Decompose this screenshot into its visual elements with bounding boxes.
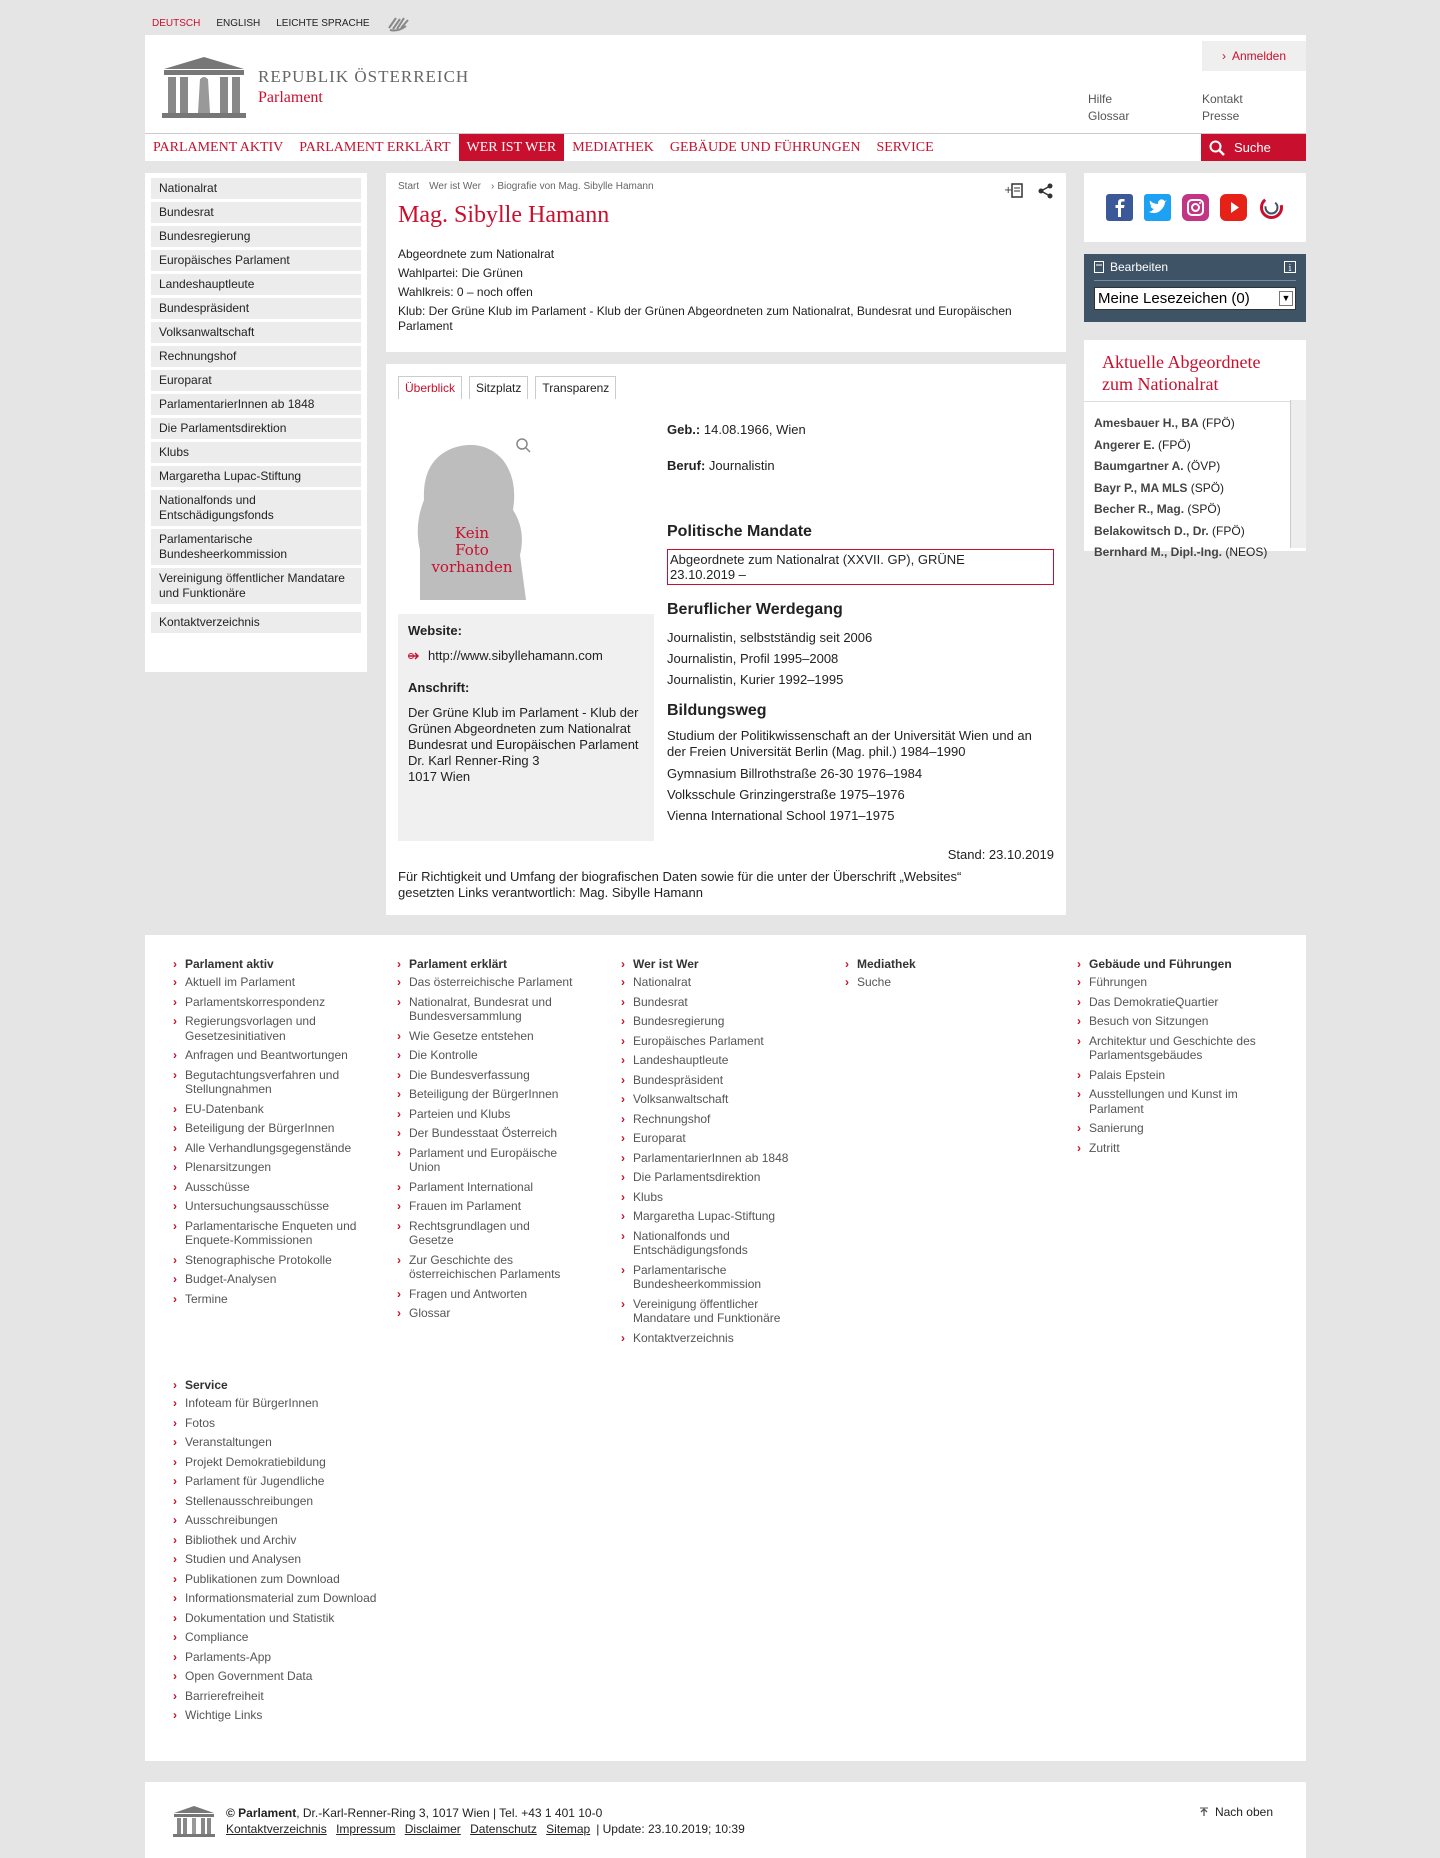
footer-col-wer-ist-wer [621, 957, 801, 1350]
info-icon[interactable] [1284, 261, 1296, 273]
footer-col-gebaeude [1077, 957, 1267, 1160]
disclaimer: Für Richtigkeit und Umfang der biografischen Daten sowie für die unter der Überschrift „Websites“ gesetzten Links verantwortlich: Mag. Sibylle Hamann [398, 869, 962, 900]
main-nav [145, 133, 1306, 161]
press-link[interactable]: Presse [1202, 109, 1240, 123]
breadcrumb-wer-ist-wer[interactable]: Wer ist Wer [429, 181, 481, 192]
member-name: Amesbauer H., BA [1094, 416, 1199, 430]
footer-link[interactable]: › Aktuell im Parlament [173, 975, 363, 990]
logo-line2: Parlament [258, 89, 323, 106]
footer-link[interactable]: › Volksanwaltschaft [621, 1092, 801, 1107]
glossary-link[interactable]: Glossar [1088, 109, 1130, 123]
education-item: Gymnasium Billrothstraße 26-30 1976–1984 [667, 766, 923, 781]
search-label: Suche [1234, 140, 1271, 155]
footer-link[interactable]: › Frauen im Parlament [397, 1199, 577, 1214]
last-updated: Stand: 23.10.2019 [947, 847, 1054, 862]
footer-link[interactable]: › Parlaments-App [173, 1650, 423, 1665]
nav-gebaeude[interactable]: GEBÄUDE UND FÜHRUNGEN [669, 139, 861, 155]
footer-link[interactable]: › Klubs [621, 1190, 801, 1205]
footer-col-mediathek [845, 957, 1025, 995]
zoom-icon [517, 439, 527, 449]
footer-link[interactable]: › Besuch von Sitzungen [1077, 1014, 1267, 1029]
education-item: Studium der Politikwissenschaft an der Universität Wien und an der Freien Universität Berlin (Mag. phil.) 1984–1990 [667, 728, 1032, 759]
footer-link[interactable]: › Europäisches Parlament [621, 1034, 801, 1049]
member-party: (FPÖ) [1212, 523, 1245, 538]
footer-link[interactable]: › Die Parlamentsdirektion [621, 1170, 801, 1185]
back-to-top-button[interactable] [1199, 1805, 1273, 1819]
instagram-icon[interactable] [1182, 194, 1209, 221]
footer-link[interactable]: › Informationsmaterial zum Download [173, 1591, 423, 1606]
chevron-right-icon: › [1221, 49, 1226, 63]
member-name: Bernhard M., Dipl.-Ing. [1094, 545, 1222, 559]
member-item[interactable] [1094, 499, 1306, 521]
member-item[interactable] [1094, 542, 1306, 564]
top-icons [1004, 183, 1054, 199]
address-block [408, 705, 644, 785]
footer-link[interactable]: › Beteiligung der BürgerInnen [397, 1087, 577, 1102]
breadcrumb-start[interactable]: Start [398, 181, 420, 192]
footer-heading[interactable]: › Gebäude und Führungen [1077, 957, 1267, 971]
footer-link[interactable]: › Publikationen zum Download [173, 1572, 423, 1587]
footer-link[interactable]: › Führungen [1077, 975, 1267, 990]
sidebar-item-bundesrat[interactable]: Bundesrat [151, 202, 361, 223]
person-silhouette-icon [408, 430, 548, 600]
footer-heading[interactable]: › Service [173, 1378, 423, 1392]
footer-link[interactable]: › Glossar [397, 1306, 577, 1321]
page-title: Mag. Sibylle Hamann [398, 202, 610, 228]
back-to-top-label: Nach oben [1214, 1805, 1273, 1819]
nav-parlament-erklaert[interactable]: PARLAMENT ERKLÄRT [299, 139, 451, 155]
footer-link[interactable]: › Parlamentarische Bundesheerkommission [621, 1263, 801, 1292]
member-party: (ÖVP) [1186, 459, 1221, 473]
footer-link[interactable]: › Beteiligung der BürgerInnen [173, 1121, 363, 1136]
footer-link[interactable]: › Das DemokratieQuartier [1077, 995, 1267, 1010]
link-datenschutz[interactable]: Datenschutz [470, 1822, 537, 1836]
footer-link[interactable]: › Untersuchungsausschüsse [173, 1199, 363, 1214]
footer-link[interactable]: › Parlament für Jugendliche [173, 1474, 423, 1489]
sidebar-item-landeshauptleute[interactable]: Landeshauptleute [151, 274, 361, 295]
footer-link[interactable]: › Wie Gesetze entstehen [397, 1029, 577, 1044]
bottom-links [226, 1821, 745, 1837]
footer-link[interactable]: › Zur Geschichte des österreichischen Parlaments [397, 1253, 577, 1282]
tab-ueberblick[interactable]: Überblick [398, 376, 462, 399]
address-line1: Der Grüne Klub im Parlament - Klub der Grünen Abgeordneten zum Nationalrat [408, 705, 639, 736]
footer-link[interactable]: › Stellenausschreibungen [173, 1494, 423, 1509]
copyright: © Parlament [226, 1806, 297, 1820]
sidebar-item-parlamentsdirektion[interactable]: Die Parlamentsdirektion [151, 418, 361, 439]
parliament-app-icon[interactable] [1258, 194, 1285, 221]
footer-link[interactable]: › Das österreichische Parlament [397, 975, 577, 990]
parliament-logo-small-icon [172, 1805, 216, 1837]
footer-link[interactable]: › ParlamentarierInnen ab 1848 [621, 1151, 801, 1166]
svg-text:+: + [1004, 185, 1013, 196]
logo-line1: REPUBLIK ÖSTERREICH [258, 67, 470, 86]
footer-link[interactable]: › Stenographische Protokolle [173, 1253, 363, 1268]
member-name: Becher R., Mag. [1094, 502, 1185, 516]
lang-deutsch[interactable]: DEUTSCH [152, 17, 201, 29]
address-line4: 1017 Wien [408, 769, 471, 784]
share-icon[interactable] [1038, 183, 1054, 199]
member-item[interactable] [1094, 456, 1306, 478]
sidebar-item-lupac-stiftung[interactable]: Margaretha Lupac-Stiftung [151, 466, 361, 487]
bookmark-icon [1094, 261, 1104, 273]
profession-label: Beruf: [667, 458, 706, 473]
current-members-list [1084, 402, 1306, 559]
footer-link[interactable]: › Veranstaltungen [173, 1435, 423, 1450]
external-link-icon [408, 651, 420, 661]
education-item: Vienna International School 1971–1975 [667, 808, 895, 823]
footer-link[interactable]: › Bundespräsident [621, 1073, 801, 1088]
bookmarks-select-value: Meine Lesezeichen (0) [1098, 290, 1250, 307]
site-header [145, 35, 1306, 161]
career-item: Journalistin, Kurier 1992–1995 [667, 672, 844, 687]
footer-link[interactable]: › Vereinigung öffentlicher Mandatare und Funktionäre [621, 1297, 801, 1326]
bookmarks-select[interactable] [1094, 287, 1296, 310]
nav-mediathek[interactable]: MEDIATHEK [572, 139, 654, 155]
footer-link[interactable]: › Dokumentation und Statistik [173, 1611, 423, 1626]
birth-value: 14.08.1966, Wien [703, 422, 806, 437]
sidebar-item-bundesheerkommission[interactable]: Parlamentarische Bundesheerkommission [151, 529, 361, 565]
footer-link[interactable]: › Europarat [621, 1131, 801, 1146]
bookmarks-header [1094, 260, 1296, 281]
sidebar-item-volksanwaltschaft[interactable]: Volksanwaltschaft [151, 322, 361, 343]
footer-heading[interactable]: › Wer ist Wer [621, 957, 801, 971]
person-summary [398, 245, 1054, 334]
logo[interactable] [160, 55, 469, 119]
members-scrollbar[interactable] [1290, 400, 1306, 548]
contact-link[interactable]: Kontakt [1202, 92, 1243, 106]
member-party: (SPÖ) [1190, 480, 1225, 495]
sign-language-icon[interactable] [386, 14, 412, 32]
member-item[interactable] [1094, 413, 1306, 435]
member-party: (FPÖ) [1202, 416, 1235, 430]
footer-link[interactable]: › Der Bundesstaat Österreich [397, 1126, 577, 1141]
link-disclaimer[interactable]: Disclaimer [404, 1822, 461, 1836]
footer-link[interactable]: › Nationalrat [621, 975, 801, 990]
footer-link[interactable]: › Rechnungshof [621, 1112, 801, 1127]
link-sitemap[interactable]: Sitemap [546, 1822, 591, 1836]
footer-link[interactable]: › Alle Verhandlungsgegenstände [173, 1141, 363, 1156]
sidebar-item-parlamentarierinnen[interactable]: ParlamentarierInnen ab 1848 [151, 394, 361, 415]
bottom-address: , Dr.-Karl-Renner-Ring 3, 1017 Wien | Tel. +43 1 401 10-0 [296, 1806, 603, 1820]
login-label: Anmelden [1231, 49, 1287, 63]
member-item[interactable] [1094, 435, 1306, 457]
footer-link[interactable]: › Ausschüsse [173, 1180, 363, 1195]
footer-heading[interactable]: › Mediathek [845, 957, 1025, 971]
facebook-icon[interactable] [1106, 194, 1133, 221]
current-members-title: Aktuelle Abgeordnete zum Nationalrat [1084, 340, 1306, 402]
update-info: | Update: 23.10.2019; 10:39 [596, 1822, 745, 1836]
login-button[interactable] [1202, 41, 1306, 71]
footer-link[interactable]: › Die Bundesverfassung [397, 1068, 577, 1083]
member-party: (SPÖ) [1187, 502, 1221, 516]
mandate-box [667, 549, 1054, 585]
contact-box [398, 614, 654, 841]
footer-link[interactable]: › Fragen und Antworten [397, 1287, 577, 1302]
member-name: Belakowitsch D., Dr. [1094, 523, 1209, 538]
website-url: http://www.sibyllehamann.com [428, 648, 603, 663]
profession-value: Journalistin [708, 458, 775, 473]
mandate-line1: Abgeordnete zum Nationalrat (XXVII. GP), GRÜNE [670, 552, 965, 567]
footer-link[interactable]: › Budget-Analysen [173, 1272, 363, 1287]
footer-col-service [173, 1378, 423, 1728]
mandate-heading: Politische Mandate [667, 523, 812, 540]
footer-heading[interactable]: › Parlament erklärt [397, 957, 577, 971]
sidebar-item-kontaktverzeichnis[interactable]: Kontaktverzeichnis [151, 612, 361, 633]
career-item: Journalistin, Profil 1995–2008 [667, 651, 839, 666]
address-line2: Bundesrat und Europäischen Parlament [408, 737, 639, 752]
bookmarks-panel [1084, 254, 1306, 322]
footer-link[interactable]: › Regierungsvorlagen und Gesetzesinitiativen [173, 1014, 363, 1043]
footer-link[interactable]: › Begutachtungsverfahren und Stellungnahmen [173, 1068, 363, 1097]
tab-bar [398, 376, 1054, 399]
profession-row [667, 455, 1054, 476]
footer-link[interactable]: › Barrierefreiheit [173, 1689, 423, 1704]
person-role: Abgeordnete zum Nationalrat [398, 247, 555, 261]
education-item: Volksschule Grinzingerstraße 1975–1976 [667, 787, 905, 802]
footer-link[interactable]: › Ausstellungen und Kunst im Parlament [1077, 1087, 1267, 1116]
sidebar-item-nationalfonds[interactable]: Nationalfonds und Entschädigungsfonds [151, 490, 361, 526]
footer-link[interactable]: › Compliance [173, 1630, 423, 1645]
career-item: Journalistin, selbstständig seit 2006 [667, 630, 873, 645]
lang-english[interactable]: ENGLISH [216, 17, 261, 29]
sidebar-item-nationalrat[interactable]: Nationalrat [151, 178, 361, 199]
member-party: (FPÖ) [1158, 437, 1191, 452]
person-party: Wahlpartei: Die Grünen [398, 266, 523, 280]
member-name: Baumgartner A. [1094, 459, 1184, 473]
footer-link[interactable]: › Margaretha Lupac-Stiftung [621, 1209, 801, 1224]
arrow-up-icon [1199, 1807, 1209, 1817]
meta-links-2 [1202, 92, 1243, 123]
footer-link[interactable]: › Studien und Analysen [173, 1552, 423, 1567]
parliament-logo-icon [160, 55, 248, 119]
footer-link[interactable]: › Nationalrat, Bundesrat und Bundesversammlung [397, 995, 577, 1024]
footer-link[interactable]: › Palais Epstein [1077, 1068, 1267, 1083]
nav-service[interactable]: SERVICE [876, 139, 934, 155]
biography [667, 419, 1054, 826]
footer-link[interactable]: › Parlamentskorrespondenz [173, 995, 363, 1010]
photo-text-3: vorhanden [431, 558, 513, 576]
footer-link[interactable]: › Parlament International [397, 1180, 577, 1195]
breadcrumb-current: › Biografie von Mag. Sibylle Hamann [491, 181, 654, 192]
link-kontaktverzeichnis[interactable]: Kontaktverzeichnis [226, 1822, 327, 1836]
member-party: (NEOS) [1225, 545, 1268, 559]
footer-link[interactable]: › Parlament und Europäische Union [397, 1146, 577, 1175]
youtube-icon[interactable] [1220, 194, 1247, 221]
bookmark-add-icon[interactable] [1004, 183, 1024, 199]
chevron-down-icon: ▼ [1279, 291, 1293, 306]
person-klub: Klub: Der Grüne Klub im Parlament - Klub der Grünen Abgeordneten zum Nationalrat, Bundesrat und Europäischen Parlament [398, 304, 1012, 333]
website-label: Website: [408, 623, 462, 638]
footer-link[interactable]: › Termine [173, 1292, 363, 1307]
bottom-text [226, 1805, 745, 1835]
website-link[interactable] [408, 648, 644, 663]
footer-link[interactable]: › Sanierung [1077, 1121, 1267, 1136]
current-members-panel [1084, 340, 1306, 559]
footer-link[interactable]: › Nationalfonds und Entschädigungsfonds [621, 1229, 801, 1258]
footer-col-parlament-aktiv [173, 957, 363, 1311]
footer-link[interactable]: › Parlamentarische Enqueten und Enquete-Kommissionen [173, 1219, 363, 1248]
footer-link[interactable]: › Architektur und Geschichte des Parlamentsgebäudes [1077, 1034, 1267, 1063]
footer-link[interactable]: › Bundesregierung [621, 1014, 801, 1029]
anschrift-label: Anschrift: [408, 680, 470, 695]
birth-row [667, 419, 1054, 440]
sidebar-item-bundespraesident[interactable]: Bundespräsident [151, 298, 361, 319]
search-button[interactable] [1201, 134, 1306, 161]
member-name: Bayr P., MA MLS [1094, 480, 1188, 495]
search-icon [1209, 140, 1225, 156]
help-link[interactable]: Hilfe [1088, 92, 1113, 106]
footer-link[interactable]: › Suche [845, 975, 1025, 990]
svg-text:i: i [1288, 264, 1292, 274]
bottom-bar [145, 1782, 1306, 1858]
language-bar [152, 14, 412, 32]
footer-link[interactable]: › Rechtsgrundlagen und Gesetze [397, 1219, 577, 1248]
footer-link[interactable]: › Wichtige Links [173, 1708, 423, 1723]
social-links [1084, 173, 1306, 242]
footer-heading[interactable]: › Parlament aktiv [173, 957, 363, 971]
footer-sitemap [145, 935, 1306, 1761]
footer-link[interactable]: › Bundesrat [621, 995, 801, 1010]
meta-links-1 [1088, 92, 1129, 123]
footer-link[interactable]: › Anfragen und Beantwortungen [173, 1048, 363, 1063]
footer-link[interactable]: › Zutritt [1077, 1141, 1267, 1156]
sidebar-item-rechnungshof[interactable]: Rechnungshof [151, 346, 361, 367]
tab-sitzplatz[interactable]: Sitzplatz [469, 376, 528, 399]
birth-label: Geb.: [667, 422, 701, 437]
sidebar-item-europaeisches-parlament[interactable]: Europäisches Parlament [151, 250, 361, 271]
link-impressum[interactable]: Impressum [336, 1822, 396, 1836]
sidebar-item-klubs[interactable]: Klubs [151, 442, 361, 463]
member-item[interactable] [1094, 478, 1306, 500]
member-name: Angerer E. [1094, 437, 1155, 452]
portrait-placeholder[interactable] [408, 430, 528, 580]
footer-link[interactable]: › Projekt Demokratiebildung [173, 1455, 423, 1470]
footer-link[interactable]: › Parteien und Klubs [397, 1107, 577, 1122]
footer-link[interactable]: › Infoteam für BürgerInnen [173, 1396, 423, 1411]
person-header-card [386, 173, 1066, 352]
bookmarks-label: Bearbeiten [1110, 260, 1169, 274]
sidebar [145, 173, 367, 672]
footer-col-parlament-erklaert [397, 957, 577, 1326]
footer-link[interactable]: › Open Government Data [173, 1669, 423, 1684]
person-wahlkreis: Wahlkreis: 0 – noch offen [398, 285, 533, 299]
mandate-line2: 23.10.2019 – [670, 567, 746, 582]
footer-link[interactable]: › EU-Datenbank [173, 1102, 363, 1117]
person-detail-card [386, 364, 1066, 915]
footer-link[interactable]: › Die Kontrolle [397, 1048, 577, 1063]
footer-link[interactable]: › Landeshauptleute [621, 1053, 801, 1068]
photo-text-1: Kein [454, 524, 490, 542]
lang-easy[interactable]: LEICHTE SPRACHE [276, 17, 370, 29]
twitter-icon[interactable] [1144, 194, 1171, 221]
photo-text-2: Foto [455, 541, 489, 559]
nav-wer-ist-wer[interactable]: WER IST WER [459, 134, 565, 161]
footer-link[interactable]: › Ausschreibungen [173, 1513, 423, 1528]
nav-parlament-aktiv[interactable]: PARLAMENT AKTIV [153, 139, 284, 155]
tab-transparenz[interactable]: Transparenz [535, 376, 616, 399]
education-heading: Bildungsweg [667, 702, 767, 719]
breadcrumb [398, 181, 1054, 192]
footer-link[interactable]: › Kontaktverzeichnis [621, 1331, 801, 1346]
sidebar-item-bundesregierung[interactable]: Bundesregierung [151, 226, 361, 247]
sidebar-item-vereinigung[interactable]: Vereinigung öffentlicher Mandatare und Funktionäre [151, 568, 361, 604]
footer-link[interactable]: › Bibliothek und Archiv [173, 1533, 423, 1548]
career-heading: Beruflicher Werdegang [667, 601, 843, 618]
address-line3: Dr. Karl Renner-Ring 3 [408, 753, 540, 768]
footer-link[interactable]: › Plenarsitzungen [173, 1160, 363, 1175]
sidebar-item-europarat[interactable]: Europarat [151, 370, 361, 391]
member-item[interactable] [1094, 521, 1306, 543]
footer-link[interactable]: › Fotos [173, 1416, 423, 1431]
